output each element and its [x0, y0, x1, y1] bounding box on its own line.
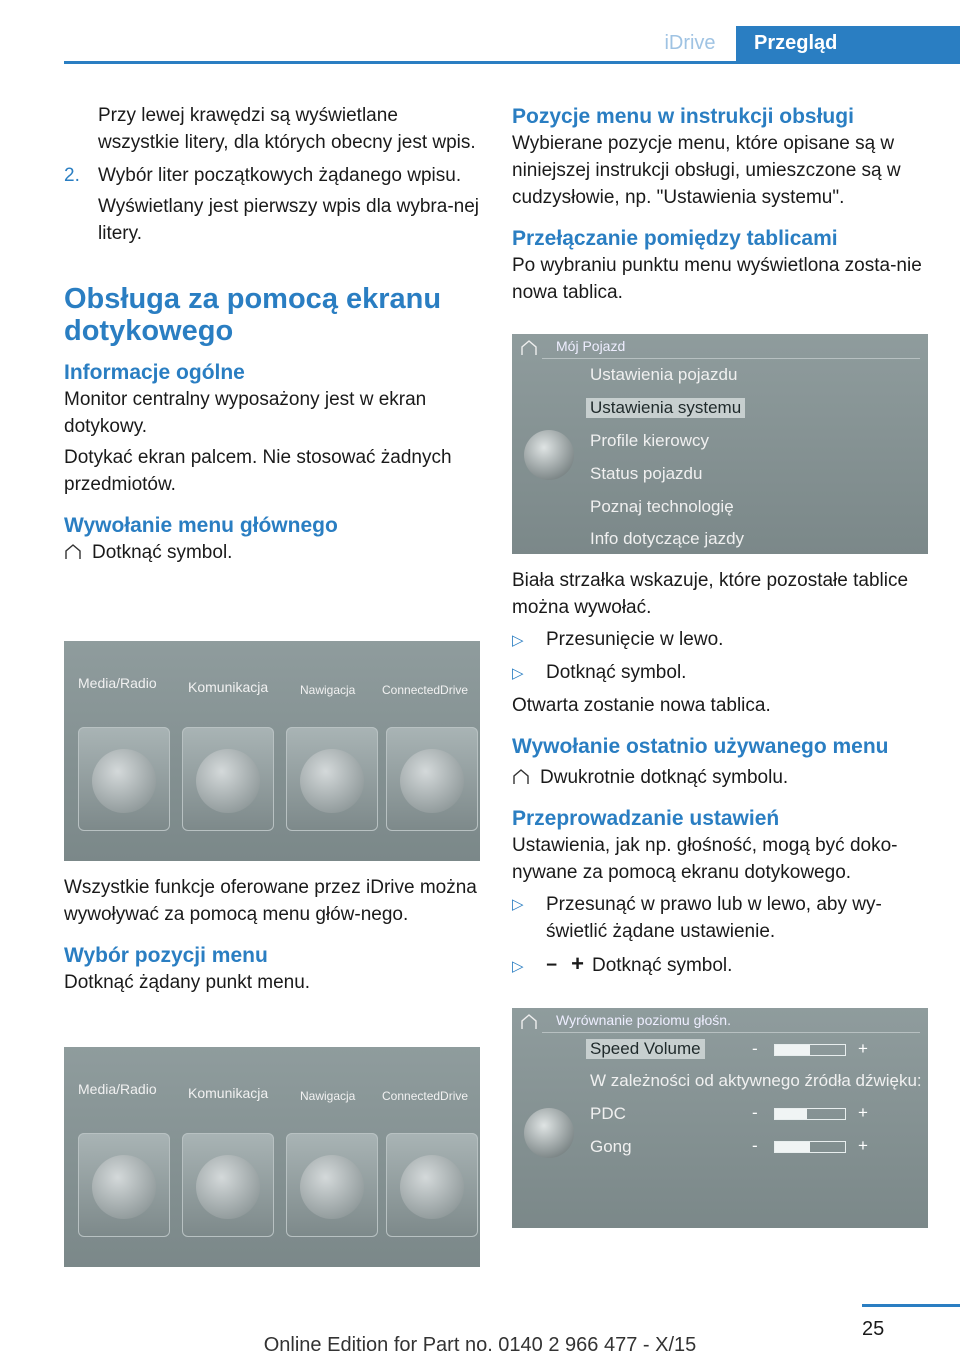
header-rule [64, 61, 960, 64]
home-icon [520, 340, 538, 356]
plus-sign: + [858, 1136, 868, 1155]
speed-volume-slider [774, 1044, 846, 1056]
map-icon [300, 1155, 364, 1219]
speed-volume-label: Speed Volume [586, 1039, 705, 1059]
controller-knob [524, 1108, 574, 1158]
left-column-lower [64, 874, 480, 996]
plus-sign: + [858, 1039, 868, 1058]
info-text-2: Dotykać ekran palcem. Nie stosować żadnych przedmiotów. [64, 447, 452, 495]
slider-fill [775, 1142, 810, 1152]
pdc-label: PDC [590, 1104, 626, 1123]
menu-item: Ustawienia pojazdu [590, 365, 738, 384]
step-2-note: Wyświetlany jest pierwszy wpis dla wybra‐nej litery. [98, 196, 480, 244]
select-text: Dotknąć żądany punkt menu. [64, 972, 311, 993]
home-icon [520, 1014, 538, 1030]
home-icon [64, 544, 82, 560]
tile-label-media: Media/Radio [78, 675, 157, 691]
menu-item: Status pojazdu [590, 464, 703, 483]
intro-text: Przy lewej krawędzi są wyświetlane wszystkie litery, dla których obecny jest wpis. [98, 105, 476, 153]
section-heading: Obsługa za pomocą ekranu dotykowego [64, 283, 442, 347]
phone-icon [196, 749, 260, 813]
main-menu-screenshot-2 [64, 1047, 480, 1267]
bullet-icon: ▷ [512, 958, 524, 975]
header-tab: Przegląd [736, 26, 960, 61]
tile-label-communication: Komunikacja [188, 1085, 269, 1101]
step-2 [64, 162, 480, 189]
heading-settings: Przeprowadzanie ustawień [512, 807, 780, 830]
main-menu-text: Dotknąć symbol. [64, 539, 480, 566]
bullet-icon: ▷ [512, 665, 524, 682]
minus-icon: − [546, 955, 558, 976]
left-column [64, 102, 480, 566]
page-number: 25 [862, 1318, 885, 1340]
bullet-item: ▷ Przesunięcie w lewo. [512, 626, 932, 654]
bluetooth-icon [92, 749, 156, 813]
heading-info: Informacje ogólne [64, 361, 245, 384]
tile-label-media: Media/Radio [78, 1081, 157, 1097]
tile-label-connected: ConnectedDrive [382, 683, 469, 697]
step-number: 2. [64, 165, 80, 186]
heading-select: Wybór pozycji menu [64, 944, 268, 967]
map-icon [300, 749, 364, 813]
globe-icon [400, 749, 464, 813]
home-icon [512, 769, 530, 785]
navigation-tile [286, 1133, 378, 1237]
heading-switch: Przełączanie pomiędzy tablicami [512, 227, 838, 250]
info-text-1: Monitor centralny wyposażony jest w ekran dotykowy. [64, 389, 427, 437]
bullet-item: ▷ Dotknąć symbol. [512, 659, 932, 687]
globe-icon [400, 1155, 464, 1219]
arrow-text: Biała strzałka wskazuje, które pozostałe tablice można wywołać. [512, 570, 909, 618]
heading-main-menu: Wywołanie menu głównego [64, 514, 338, 537]
controller-knob [524, 430, 574, 480]
minus-sign: - [752, 1039, 758, 1058]
menu-title: Mój Pojazd [542, 338, 920, 359]
gong-slider [774, 1141, 846, 1153]
plus-icon: + [571, 951, 584, 976]
communication-tile [182, 727, 274, 831]
menu-item: Info dotyczące jazdy [590, 529, 745, 548]
tile-label-communication: Komunikacja [188, 679, 269, 695]
communication-tile [182, 1133, 274, 1237]
screen-title: Wyrównanie poziomu głośn. [542, 1012, 920, 1033]
tile-label-navigation: Nawigacja [300, 683, 356, 697]
recent-text: Dwukrotnie dotknąć symbolu. [512, 764, 932, 791]
bullet-icon: ▷ [512, 896, 524, 913]
source-dependent-label: W zależności od aktywnego źródła dźwięku: [590, 1071, 922, 1090]
menu-item: Profile kierowcy [590, 431, 710, 450]
tile-label-connected: ConnectedDrive [382, 1089, 469, 1103]
connected-tile [386, 727, 478, 831]
opened-text: Otwarta zostanie nowa tablica. [512, 695, 771, 716]
gong-label: Gong [590, 1137, 632, 1156]
after-image-text: Wszystkie funkcje oferowane przez iDrive można wywoływać za pomocą menu głów‐nego. [64, 877, 477, 925]
plus-sign: + [858, 1103, 868, 1122]
connected-tile [386, 1133, 478, 1237]
right-column-mid [512, 567, 932, 980]
menu-item: Poznaj technologię [590, 497, 734, 516]
edition-text: Online Edition for Part no. 0140 2 966 477 - X/15 [263, 1334, 697, 1356]
menu-positions-text: Wybierane pozycje menu, które opisane są w niniejszej instrukcji obsługi, umieszczone są w cudzysłowie, np. "Ustawienia systemu". [512, 133, 901, 208]
slider-fill [775, 1109, 807, 1119]
header-section: iDrive [664, 32, 716, 54]
heading-menu-positions: Pozycje menu w instrukcji obsługi [512, 105, 854, 128]
right-column [512, 103, 932, 306]
bluetooth-icon [92, 1155, 156, 1219]
heading-recent: Wywołanie ostatnio używanego menu [512, 735, 889, 758]
menu-item-selected: Ustawienia systemu [586, 398, 745, 418]
slider-fill [775, 1045, 810, 1055]
volume-settings-screenshot [512, 1008, 928, 1228]
main-menu-screenshot [64, 641, 480, 861]
bullet-item: ▷ Przesunąć w prawo lub w lewo, aby wy‐świetlić żądane ustawienie. [512, 891, 932, 945]
media-tile [78, 1133, 170, 1237]
minus-sign: - [752, 1136, 758, 1155]
switch-text: Po wybraniu punktu menu wyświetlona zosta‐nie nowa tablica. [512, 255, 922, 303]
media-tile [78, 727, 170, 831]
footer-rule [862, 1304, 960, 1307]
tile-label-navigation: Nawigacja [300, 1089, 356, 1103]
phone-icon [196, 1155, 260, 1219]
settings-text: Ustawienia, jak np. głośność, mogą być doko‐nywane za pomocą ekranu dotykowego. [512, 835, 898, 883]
step-text: Wybór liter początkowych żądanego wpisu. [98, 165, 462, 186]
bullet-item: ▷ − + Dotknąć symbol. [512, 950, 932, 980]
navigation-tile [286, 727, 378, 831]
pdc-slider [774, 1108, 846, 1120]
vehicle-menu-screenshot [512, 334, 928, 554]
bullet-icon: ▷ [512, 632, 524, 649]
minus-sign: - [752, 1103, 758, 1122]
